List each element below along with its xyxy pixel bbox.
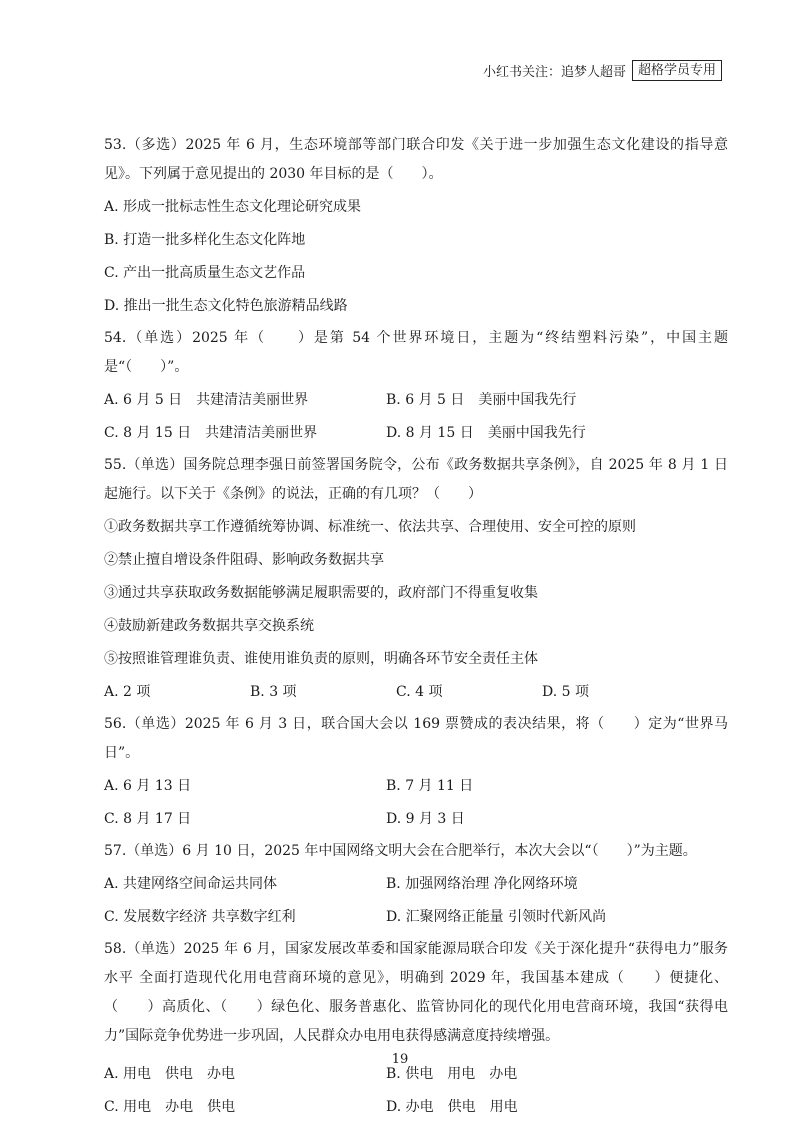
option-c: C. 4 项: [396, 684, 443, 700]
question-text: 53.（多选）2025 年 6 月，生态环境部等部门联合印发《关于进一步加强生态文化建设的指导意见》。下列属于意见提出的 2030 年目标的是（ ）。: [104, 137, 728, 182]
question-57: [104, 837, 728, 932]
option-c: C. 8 月 15 日 共建清洁美丽世界: [104, 425, 318, 441]
option-b: B. 6 月 5 日 美丽中国我先行: [386, 392, 577, 408]
option-a: A. 形成一批标志性生态文化理论研究成果: [104, 199, 362, 215]
option-c: C. 产出一批高质量生态文艺作品: [104, 265, 306, 281]
option-b: B. 供电 用电 办电: [386, 1066, 518, 1082]
question-55: [104, 451, 728, 707]
question-54: [104, 324, 728, 448]
option-d: D. 5 项: [542, 684, 589, 700]
option-a: A. 2 项: [104, 684, 151, 700]
option-c: C. 8 月 17 日: [104, 811, 192, 827]
header-tag: 超格学员专用: [632, 60, 722, 81]
question-58: [104, 935, 728, 1122]
option-d: D. 8 月 15 日 美丽中国我先行: [386, 425, 586, 441]
question-text: 56.（单选）2025 年 6 月 3 日，联合国大会以 169 票赞成的表决结果，将（ ）定为“世界马日”。: [104, 716, 728, 761]
option-a: A. 共建网络空间命运共同体: [104, 876, 278, 892]
option-b: B. 加强网络治理 净化网络环境: [386, 876, 578, 892]
header-text: 小红书关注：追梦人超哥: [482, 65, 626, 80]
statement-4: ④鼓励新建政务数据共享交换系统: [104, 618, 314, 634]
page-header: [483, 60, 722, 81]
question-text: 55.（单选）国务院总理李强日前签署国务院令，公布《政务数据共享条例》，自 2025 年 8 月 1 日起施行。以下关于《条例》的说法，正确的有几项？（ ）: [104, 457, 728, 502]
option-d: D. 9 月 3 日: [386, 811, 465, 827]
option-a: A. 6 月 13 日: [104, 778, 192, 794]
statement-2: ②禁止擅自增设条件阻碍、影响政务数据共享: [104, 552, 384, 568]
option-b: B. 7 月 11 日: [386, 778, 474, 794]
option-d: D. 推出一批生态文化特色旅游精品线路: [104, 298, 348, 314]
question-text: 58.（单选）2025 年 6 月，国家发展改革委和国家能源局联合印发《关于深化提升“获得电力”服务水平 全面打造现代化用电营商环境的意见》，明确到 2029 年，我国基本建成（ ）便捷化、（ ）高质化、（ ）绿色化、服务普惠化、监管协同化的现代化用电营商环境，我国“获得电力”国际竞争优势进一步巩固，人民群众办电用电获得感满意度持续增强。: [104, 941, 728, 1044]
question-text: 57.（单选）6 月 10 日，2025 年中国网络文明大会在合肥举行，本次大会以“（ ）”为主题。: [104, 843, 697, 859]
option-d: D. 汇聚网络正能量 引领时代新风尚: [386, 909, 607, 925]
statement-5: ⑤按照谁管理谁负责、谁使用谁负责的原则，明确各环节安全责任主体: [104, 651, 538, 667]
question-53: [104, 131, 728, 321]
question-text: 54.（单选）2025 年（ ）是第 54 个世界环境日，主题为“终结塑料污染”，中国主题是“（ ）”。: [104, 330, 728, 375]
page-number: 19: [391, 1052, 409, 1067]
option-b: B. 打造一批多样化生态文化阵地: [104, 232, 306, 248]
option-a: A. 用电 供电 办电: [104, 1066, 236, 1082]
question-list: [104, 128, 728, 1122]
option-c: C. 用电 办电 供电: [104, 1099, 236, 1115]
option-c: C. 发展数字经济 共享数字红利: [104, 909, 296, 925]
option-b: B. 3 项: [250, 684, 297, 700]
option-a: A. 6 月 5 日 共建清洁美丽世界: [104, 392, 309, 408]
question-56: [104, 710, 728, 834]
option-d: D. 办电 供电 用电: [386, 1099, 518, 1115]
statement-1: ①政务数据共享工作遵循统筹协调、标准统一、依法共享、合理使用、安全可控的原则: [104, 519, 636, 535]
statement-3: ③通过共享获取政务数据能够满足履职需要的，政府部门不得重复收集: [104, 585, 538, 601]
